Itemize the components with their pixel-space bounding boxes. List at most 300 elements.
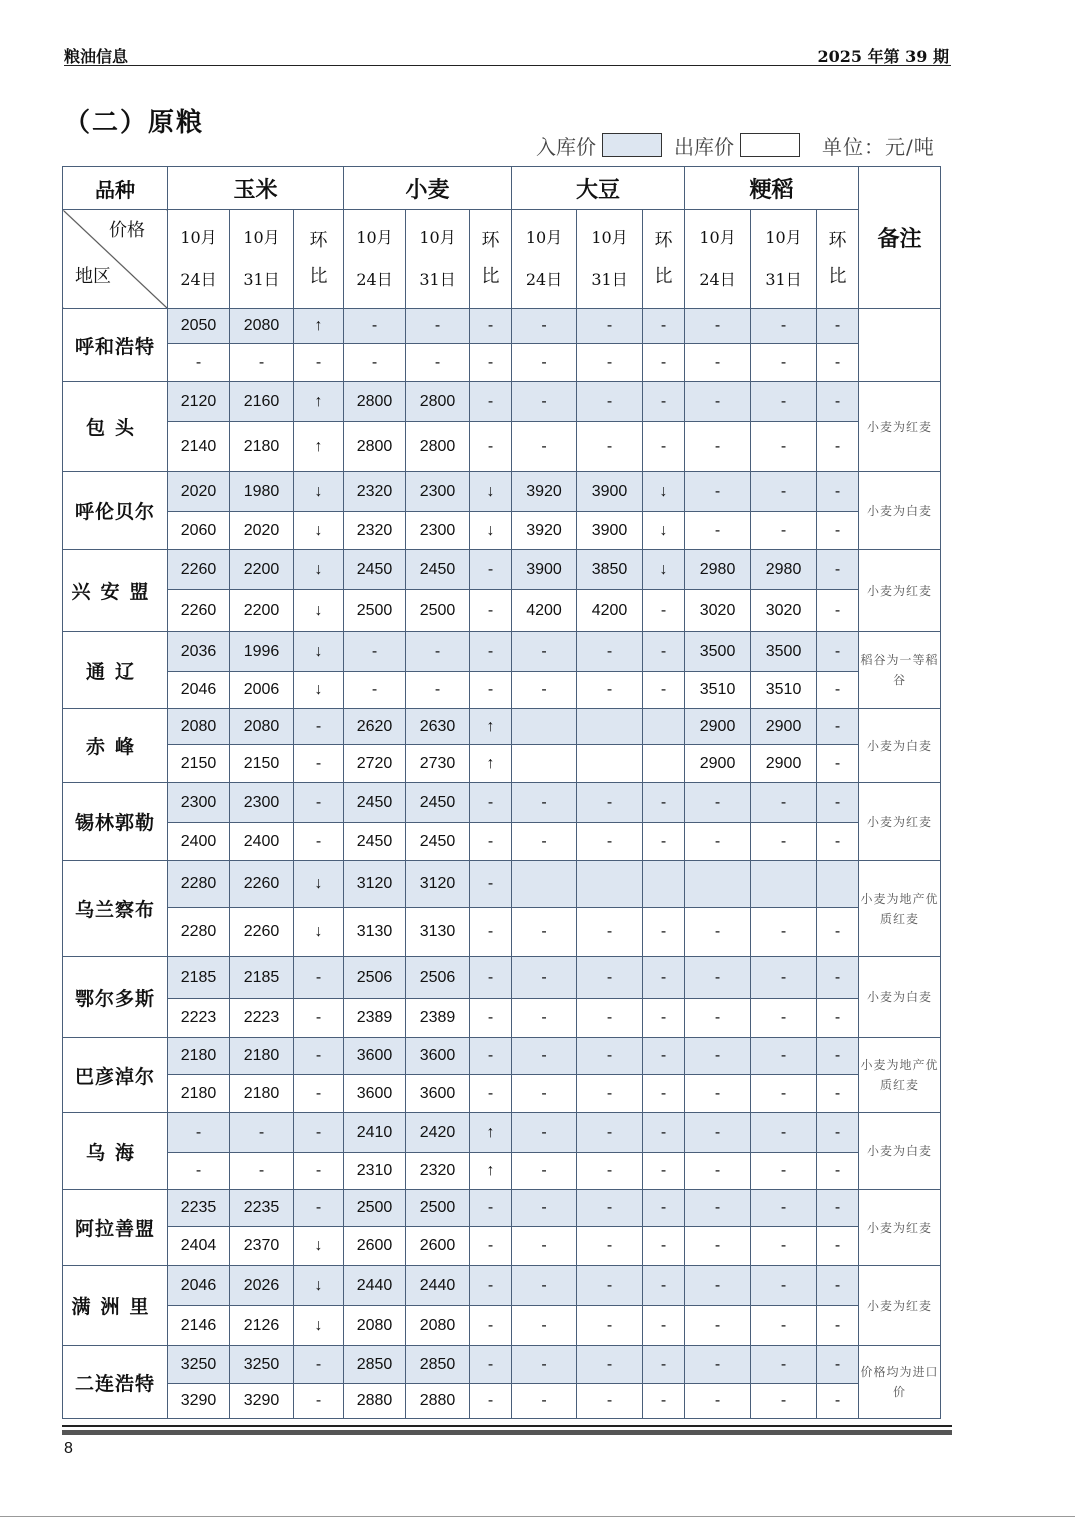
price-cell: 2800: [344, 382, 406, 422]
price-cell: 2730: [406, 745, 470, 783]
price-cell: 3020: [751, 590, 817, 632]
price-cell: 3500: [751, 632, 817, 672]
price-cell: 2046: [168, 1266, 230, 1306]
price-cell: [512, 709, 577, 745]
price-cell: 2500: [406, 590, 470, 632]
price-cell: -: [643, 1306, 685, 1346]
note-cell: 小麦为红麦: [859, 382, 941, 472]
note-cell: 小麦为白麦: [859, 1113, 941, 1190]
price-cell: 2080: [230, 709, 294, 745]
price-cell: 2900: [685, 745, 751, 783]
price-cell: -: [470, 957, 512, 999]
legend: [536, 131, 935, 159]
price-cell: -: [512, 908, 577, 957]
price-cell: -: [751, 1153, 817, 1190]
price-cell: -: [344, 309, 406, 344]
price-cell: -: [512, 1227, 577, 1266]
price-cell: 2300: [406, 512, 470, 550]
price-cell: ↓: [470, 472, 512, 512]
price-cell: -: [685, 1075, 751, 1113]
region-name: 包头: [63, 382, 168, 472]
price-cell: ↓: [294, 1227, 344, 1266]
section-title: （二）原粮: [64, 108, 205, 138]
table-row: [63, 550, 941, 590]
price-cell: -: [470, 1038, 512, 1075]
price-cell: -: [470, 908, 512, 957]
price-cell: 3510: [685, 672, 751, 709]
table-row: [63, 472, 941, 512]
price-cell: ↓: [294, 512, 344, 550]
table-row: [63, 422, 941, 472]
price-cell: [643, 861, 685, 908]
legend-in-label: 入库价: [536, 134, 596, 159]
price-cell: -: [685, 422, 751, 472]
price-cell: 2850: [406, 1346, 470, 1384]
table-row: [63, 957, 941, 999]
price-cell: -: [817, 957, 859, 999]
price-cell: 2180: [230, 1075, 294, 1113]
region-name: 鄂尔多斯: [63, 957, 168, 1038]
page-number: 8: [64, 1440, 73, 1457]
price-cell: 2146: [168, 1306, 230, 1346]
price-cell: -: [817, 309, 859, 344]
price-cell: 1980: [230, 472, 294, 512]
price-cell: 2500: [344, 1190, 406, 1227]
price-cell: ↓: [294, 672, 344, 709]
price-cell: -: [577, 1346, 643, 1384]
price-cell: 2080: [406, 1306, 470, 1346]
price-cell: -: [470, 550, 512, 590]
price-cell: -: [470, 344, 512, 382]
price-cell: -: [817, 422, 859, 472]
price-cell: -: [643, 590, 685, 632]
col-header-rice-change: [817, 210, 859, 309]
price-cell: ↓: [294, 550, 344, 590]
price-cell: 3900: [577, 512, 643, 550]
price-cell: 2850: [344, 1346, 406, 1384]
month-label: 10月: [525, 228, 563, 247]
note-cell: 稻谷为一等稻谷: [859, 632, 941, 709]
price-cell: -: [344, 672, 406, 709]
price-cell: -: [817, 1113, 859, 1153]
price-cell: -: [406, 344, 470, 382]
price-cell: 2320: [344, 512, 406, 550]
col-header-corn-oct24: [168, 210, 230, 309]
price-cell: [751, 861, 817, 908]
price-cell: -: [470, 823, 512, 861]
price-cell: -: [685, 1113, 751, 1153]
price-cell: -: [751, 1227, 817, 1266]
price-cell: 2126: [230, 1306, 294, 1346]
price-cell: 2020: [230, 512, 294, 550]
price-cell: 3900: [512, 550, 577, 590]
price-cell: -: [470, 382, 512, 422]
group-header-soybean: 大豆: [512, 167, 685, 210]
price-cell: 2280: [168, 861, 230, 908]
price-cell: -: [643, 1075, 685, 1113]
price-cell: -: [294, 783, 344, 823]
region-name: 乌海: [63, 1113, 168, 1190]
price-cell: 2440: [344, 1266, 406, 1306]
price-cell: ↓: [643, 472, 685, 512]
price-cell: -: [817, 999, 859, 1038]
price-cell: -: [577, 1113, 643, 1153]
legend-in-swatch: [602, 133, 662, 157]
price-cell: -: [512, 1075, 577, 1113]
price-cell: -: [817, 1306, 859, 1346]
price-cell: -: [817, 1153, 859, 1190]
table-row: [63, 709, 941, 745]
price-cell: -: [168, 344, 230, 382]
price-cell: 3600: [344, 1038, 406, 1075]
price-cell: 2260: [230, 908, 294, 957]
price-cell: 2450: [406, 550, 470, 590]
day-label: 24日: [525, 270, 563, 289]
table-row: [63, 1075, 941, 1113]
region-axis-label: 地区: [75, 266, 111, 287]
price-cell: 3900: [577, 472, 643, 512]
price-cell: -: [230, 1113, 294, 1153]
price-cell: -: [512, 344, 577, 382]
price-cell: -: [751, 309, 817, 344]
table-row: [63, 382, 941, 422]
price-cell: -: [817, 1075, 859, 1113]
issue-number: 2025 年第 39 期: [817, 47, 949, 66]
price-cell: 3120: [406, 861, 470, 908]
price-cell: ↑: [294, 309, 344, 344]
price-cell: -: [685, 1384, 751, 1419]
price-cell: -: [817, 550, 859, 590]
price-cell: -: [577, 1384, 643, 1419]
price-cell: ↓: [643, 550, 685, 590]
price-cell: -: [512, 1306, 577, 1346]
price-cell: 2260: [168, 590, 230, 632]
price-cell: 2200: [230, 590, 294, 632]
price-cell: 2400: [168, 823, 230, 861]
month-label: 10月: [180, 228, 217, 247]
price-cell: 2450: [344, 550, 406, 590]
price-cell: [643, 709, 685, 745]
price-cell: -: [294, 709, 344, 745]
price-cell: -: [512, 1384, 577, 1419]
price-cell: -: [470, 590, 512, 632]
day-label: 24日: [180, 270, 217, 289]
price-cell: -: [577, 1153, 643, 1190]
price-cell: -: [751, 512, 817, 550]
price-cell: 2389: [344, 999, 406, 1038]
legend-out-swatch: [740, 133, 800, 157]
col-header-rice-oct24: [685, 210, 751, 309]
price-cell: -: [685, 1038, 751, 1075]
price-cell: -: [294, 1153, 344, 1190]
price-cell: -: [685, 1153, 751, 1190]
price-cell: -: [230, 1153, 294, 1190]
price-cell: -: [643, 1266, 685, 1306]
table-row: [63, 1190, 941, 1227]
price-cell: 2450: [344, 783, 406, 823]
price-cell: ↑: [470, 1113, 512, 1153]
price-cell: -: [817, 1266, 859, 1306]
price-cell: -: [577, 1190, 643, 1227]
region-name: 二连浩特: [63, 1346, 168, 1419]
price-cell: -: [344, 632, 406, 672]
price-cell: -: [470, 1306, 512, 1346]
table-row: [63, 1346, 941, 1384]
price-cell: -: [294, 344, 344, 382]
price-cell: ↑: [294, 422, 344, 472]
price-cell: 2900: [685, 709, 751, 745]
price-cell: 2600: [344, 1227, 406, 1266]
day-label: 31日: [419, 270, 456, 289]
price-cell: 2223: [230, 999, 294, 1038]
price-cell: 2320: [406, 1153, 470, 1190]
price-cell: 3920: [512, 512, 577, 550]
variety-header: 品种: [63, 167, 168, 210]
price-cell: -: [643, 382, 685, 422]
price-cell: -: [512, 382, 577, 422]
price-cell: -: [512, 1113, 577, 1153]
price-cell: -: [294, 1190, 344, 1227]
price-cell: 2300: [406, 472, 470, 512]
price-cell: -: [512, 783, 577, 823]
price-cell: -: [512, 1190, 577, 1227]
note-cell: 小麦为地产优质红麦: [859, 861, 941, 957]
price-cell: 3920: [512, 472, 577, 512]
price-cell: [577, 861, 643, 908]
price-cell: -: [512, 632, 577, 672]
price-cell: ↓: [294, 1306, 344, 1346]
footer-rule-thick: [62, 1430, 952, 1435]
price-cell: -: [817, 632, 859, 672]
price-cell: -: [577, 783, 643, 823]
price-cell: -: [817, 344, 859, 382]
price-cell: 2880: [406, 1384, 470, 1419]
price-cell: 2120: [168, 382, 230, 422]
price-cell: -: [577, 344, 643, 382]
price-cell: ↑: [470, 1153, 512, 1190]
price-cell: -: [685, 957, 751, 999]
change-label: 环: [654, 230, 673, 251]
price-cell: 2185: [230, 957, 294, 999]
price-cell: 2080: [344, 1306, 406, 1346]
region-name: 兴安盟: [63, 550, 168, 632]
table-row: [63, 1038, 941, 1075]
change-label: 比: [828, 266, 847, 287]
header-rule: [64, 65, 951, 66]
price-cell: -: [643, 823, 685, 861]
price-cell: -: [577, 1038, 643, 1075]
col-header-soybean-change: [643, 210, 685, 309]
table-row: [63, 783, 941, 823]
note-cell: 小麦为红麦: [859, 783, 941, 861]
price-cell: 2280: [168, 908, 230, 957]
price-cell: -: [470, 999, 512, 1038]
footer-rule-thin: [62, 1425, 952, 1427]
note-cell: 小麦为地产优质红麦: [859, 1038, 941, 1113]
price-cell: -: [685, 999, 751, 1038]
price-cell: ↓: [294, 632, 344, 672]
price-cell: 2410: [344, 1113, 406, 1153]
price-cell: 2980: [751, 550, 817, 590]
price-cell: -: [643, 999, 685, 1038]
price-cell: -: [685, 823, 751, 861]
table-row: [63, 1227, 941, 1266]
price-cell: 2800: [344, 422, 406, 472]
price-cell: -: [577, 1227, 643, 1266]
price-cell: 2600: [406, 1227, 470, 1266]
price-cell: -: [817, 908, 859, 957]
note-cell: 小麦为红麦: [859, 1266, 941, 1346]
region-name: 赤峰: [63, 709, 168, 783]
price-cell: -: [294, 1075, 344, 1113]
price-cell: 2080: [230, 309, 294, 344]
price-cell: -: [294, 1384, 344, 1419]
price-cell: 3290: [168, 1384, 230, 1419]
price-cell: -: [577, 1306, 643, 1346]
price-cell: 2060: [168, 512, 230, 550]
price-cell: ↓: [294, 1266, 344, 1306]
price-cell: 3130: [406, 908, 470, 957]
price-cell: 2800: [406, 422, 470, 472]
price-cell: -: [470, 632, 512, 672]
price-cell: -: [577, 1266, 643, 1306]
price-cell: -: [685, 472, 751, 512]
price-cell: -: [817, 1190, 859, 1227]
price-cell: 2150: [168, 745, 230, 783]
price-cell: [817, 861, 859, 908]
price-cell: -: [751, 472, 817, 512]
price-cell: 1996: [230, 632, 294, 672]
price-cell: [512, 861, 577, 908]
price-cell: -: [577, 309, 643, 344]
price-cell: -: [685, 512, 751, 550]
note-cell: 小麦为白麦: [859, 472, 941, 550]
price-cell: 2185: [168, 957, 230, 999]
col-header-rice-oct31: [751, 210, 817, 309]
price-cell: -: [512, 422, 577, 472]
price-cell: -: [817, 672, 859, 709]
price-cell: -: [817, 823, 859, 861]
price-cell: 3600: [344, 1075, 406, 1113]
price-cell: -: [294, 823, 344, 861]
price-cell: 2180: [168, 1075, 230, 1113]
day-label: 31日: [591, 270, 628, 289]
group-header-wheat: 小麦: [344, 167, 512, 210]
price-cell: 3290: [230, 1384, 294, 1419]
price-cell: 2020: [168, 472, 230, 512]
table-row: [63, 1113, 941, 1153]
table-row: [63, 1384, 941, 1419]
price-cell: ↓: [470, 512, 512, 550]
price-cell: 3250: [168, 1346, 230, 1384]
price-cell: ↓: [294, 908, 344, 957]
price-cell: -: [643, 1038, 685, 1075]
price-cell: -: [577, 672, 643, 709]
change-label: 比: [481, 266, 500, 287]
price-cell: 2630: [406, 709, 470, 745]
table-row: [63, 512, 941, 550]
price-cell: -: [643, 1113, 685, 1153]
price-cell: -: [643, 1384, 685, 1419]
price-cell: 3500: [685, 632, 751, 672]
price-cell: -: [643, 1346, 685, 1384]
price-cell: -: [751, 908, 817, 957]
price-cell: -: [817, 709, 859, 745]
price-cell: -: [294, 999, 344, 1038]
price-cell: 2370: [230, 1227, 294, 1266]
price-cell: 2880: [344, 1384, 406, 1419]
price-cell: 2260: [230, 861, 294, 908]
price-cell: 2200: [230, 550, 294, 590]
price-cell: 2389: [406, 999, 470, 1038]
price-cell: ↑: [470, 709, 512, 745]
price-cell: -: [685, 1306, 751, 1346]
col-header-wheat-change: [470, 210, 512, 309]
price-cell: -: [168, 1113, 230, 1153]
price-cell: 2400: [230, 823, 294, 861]
price-cell: -: [817, 512, 859, 550]
price-cell: -: [685, 1266, 751, 1306]
day-label: 31日: [765, 270, 802, 289]
price-cell: -: [294, 957, 344, 999]
table-row: [63, 344, 941, 382]
price-cell: -: [751, 1190, 817, 1227]
month-label: 10月: [243, 228, 280, 247]
price-cell: 2260: [168, 550, 230, 590]
price-cell: -: [751, 1384, 817, 1419]
col-header-wheat-oct24: [344, 210, 406, 309]
price-cell: -: [512, 1153, 577, 1190]
price-cell: -: [643, 783, 685, 823]
table-row: [63, 1266, 941, 1306]
price-cell: 2046: [168, 672, 230, 709]
price-cell: -: [512, 672, 577, 709]
price-cell: 2006: [230, 672, 294, 709]
price-axis-label: 价格: [109, 220, 145, 241]
price-cell: 2506: [406, 957, 470, 999]
price-cell: -: [470, 672, 512, 709]
price-cell: 2800: [406, 382, 470, 422]
price-cell: -: [470, 861, 512, 908]
price-cell: -: [817, 1038, 859, 1075]
change-label: 比: [309, 266, 328, 287]
table-row: [63, 1153, 941, 1190]
price-cell: -: [685, 783, 751, 823]
price-cell: -: [577, 908, 643, 957]
price-cell: -: [643, 309, 685, 344]
price-cell: 2235: [230, 1190, 294, 1227]
price-cell: 2300: [168, 783, 230, 823]
price-cell: 3850: [577, 550, 643, 590]
price-cell: -: [512, 957, 577, 999]
table-row: [63, 908, 941, 957]
price-cell: -: [751, 382, 817, 422]
price-cell: 2080: [168, 709, 230, 745]
price-cell: -: [294, 1113, 344, 1153]
price-cell: -: [817, 745, 859, 783]
price-cell: -: [512, 309, 577, 344]
unit-label: 单位：元/吨: [822, 134, 935, 159]
region-name: 巴彦淖尔: [63, 1038, 168, 1113]
price-cell: 2500: [344, 590, 406, 632]
table-row: [63, 861, 941, 908]
table-row: [63, 823, 941, 861]
price-cell: 4200: [577, 590, 643, 632]
price-cell: 4200: [512, 590, 577, 632]
price-cell: -: [751, 823, 817, 861]
price-cell: 2140: [168, 422, 230, 472]
price-cell: 2506: [344, 957, 406, 999]
